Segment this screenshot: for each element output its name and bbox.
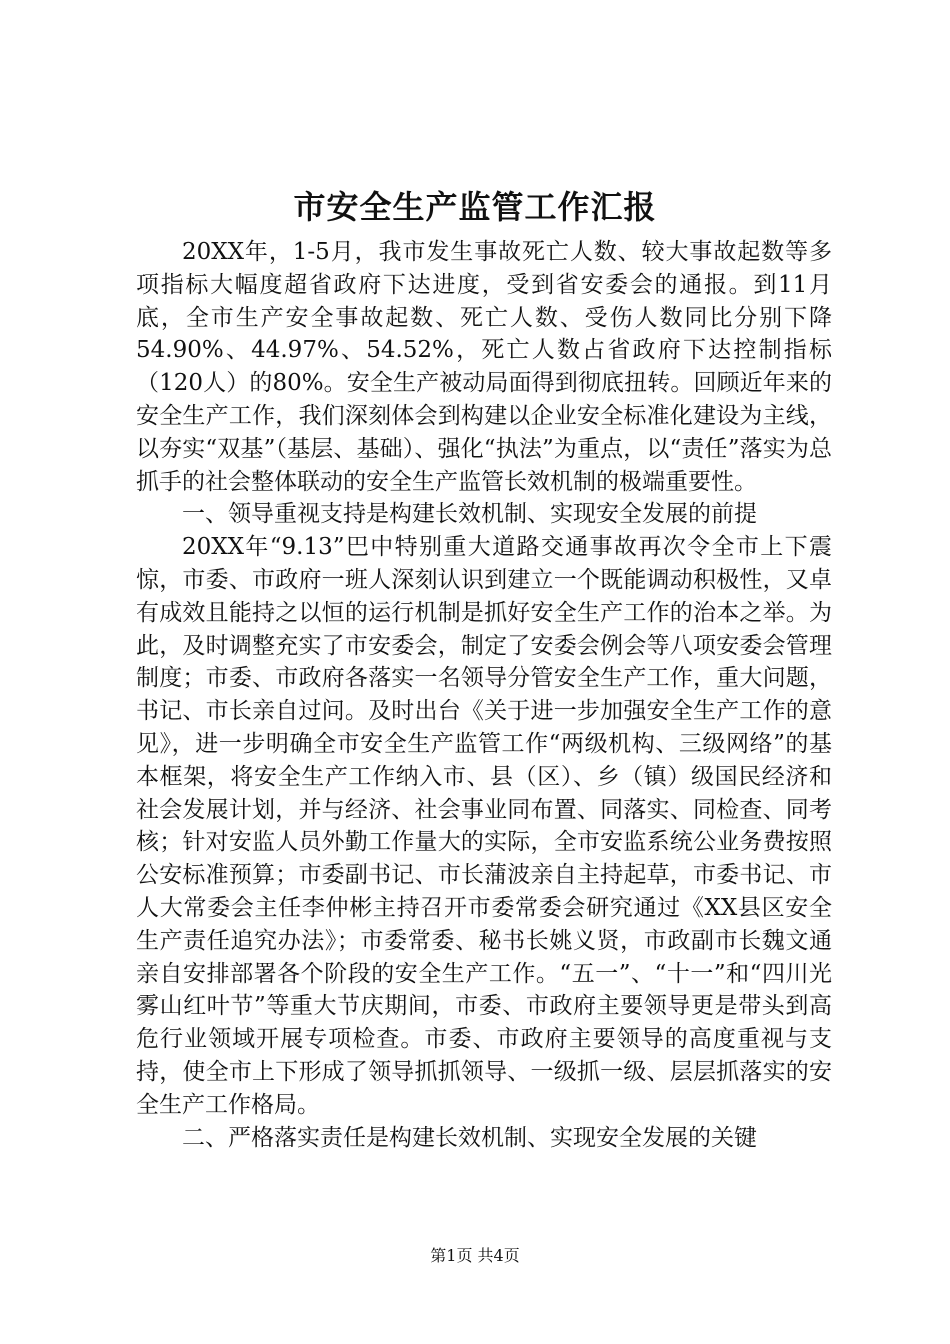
body-paragraph: 20XX年，1-5月，我市发生事故死亡人数、较大事故起数等多项指标大幅度超省政府下达进度，受到省安委会的通报。到11月底，全市生产安全事故起数、死亡人数、受伤人数同比分别下降54.90%、44.97%、54.52%，死亡人数占省政府下达控制指标（120人）的80%。安全生产被动局面得到彻底扭转。回顾近年来的安全生产工作，我们深刻体会到构建以企业安全标准化建设为主线，以夯实“双基”（基层、基础）、强化“执法”为重点，以“责任”落实为总抓手的社会整体联动的安全生产监管长效机制的极端重要性。 [136,239,832,495]
body-paragraph: 20XX年“9.13”巴中特别重大道路交通事故再次令全市上下震惊，市委、市政府一班人深刻认识到建立一个既能调动积极性，又卓有成效且能持之以恒的运行机制是抓好安全生产工作的治本之举。为此，及时调整充实了市安委会，制定了安委会例会等八项安委会管理制度；市委、市政府各落实一名领导分管安全生产工作，重大问题，书记、市长亲自过问。及时出台《关于进一步加强安全生产工作的意见》，进一步明确全市安全生产监管工作“两级机构、三级网络”的基本框架，将安全生产工作纳入市、县（区）、乡（镇）级国民经济和社会发展计划，并与经济、社会事业同布置、同落实、同检查、同考核；针对安监人员外勤工作量大的实际，全市安监系统公业务费按照公安标准预算；市委副书记、市长蒲波亲自主持起草，市委书记、市人大常委会主任李仲彬主持召开市委常委会研究通过《XX县区安全生产责任追究办法》；市委常委、秘书长姚义贤，市政副市长魏文通亲自安排部署各个阶段的安全生产工作。“五一”、“十一”和“四川光雾山红叶节”等重大节庆期间，市委、市政府主要领导更是带头到高危行业领域开展专项检查。市委、市政府主要领导的高度重视与支持，使全市上下形成了领导抓抓领导、一级抓一级、层层抓落实的安全生产工作格局。 [136,534,832,1118]
page-footer: 第1页 共4页 [430,1246,520,1265]
section-heading: 一、领导重视支持是构建长效机制、实现安全发展的前提 [182,501,757,528]
section-heading: 二、严格落实责任是构建长效机制、实现安全发展的关键 [182,1124,757,1151]
document-title: 市安全生产监管工作汇报 [293,188,657,226]
document-body [136,236,832,1154]
